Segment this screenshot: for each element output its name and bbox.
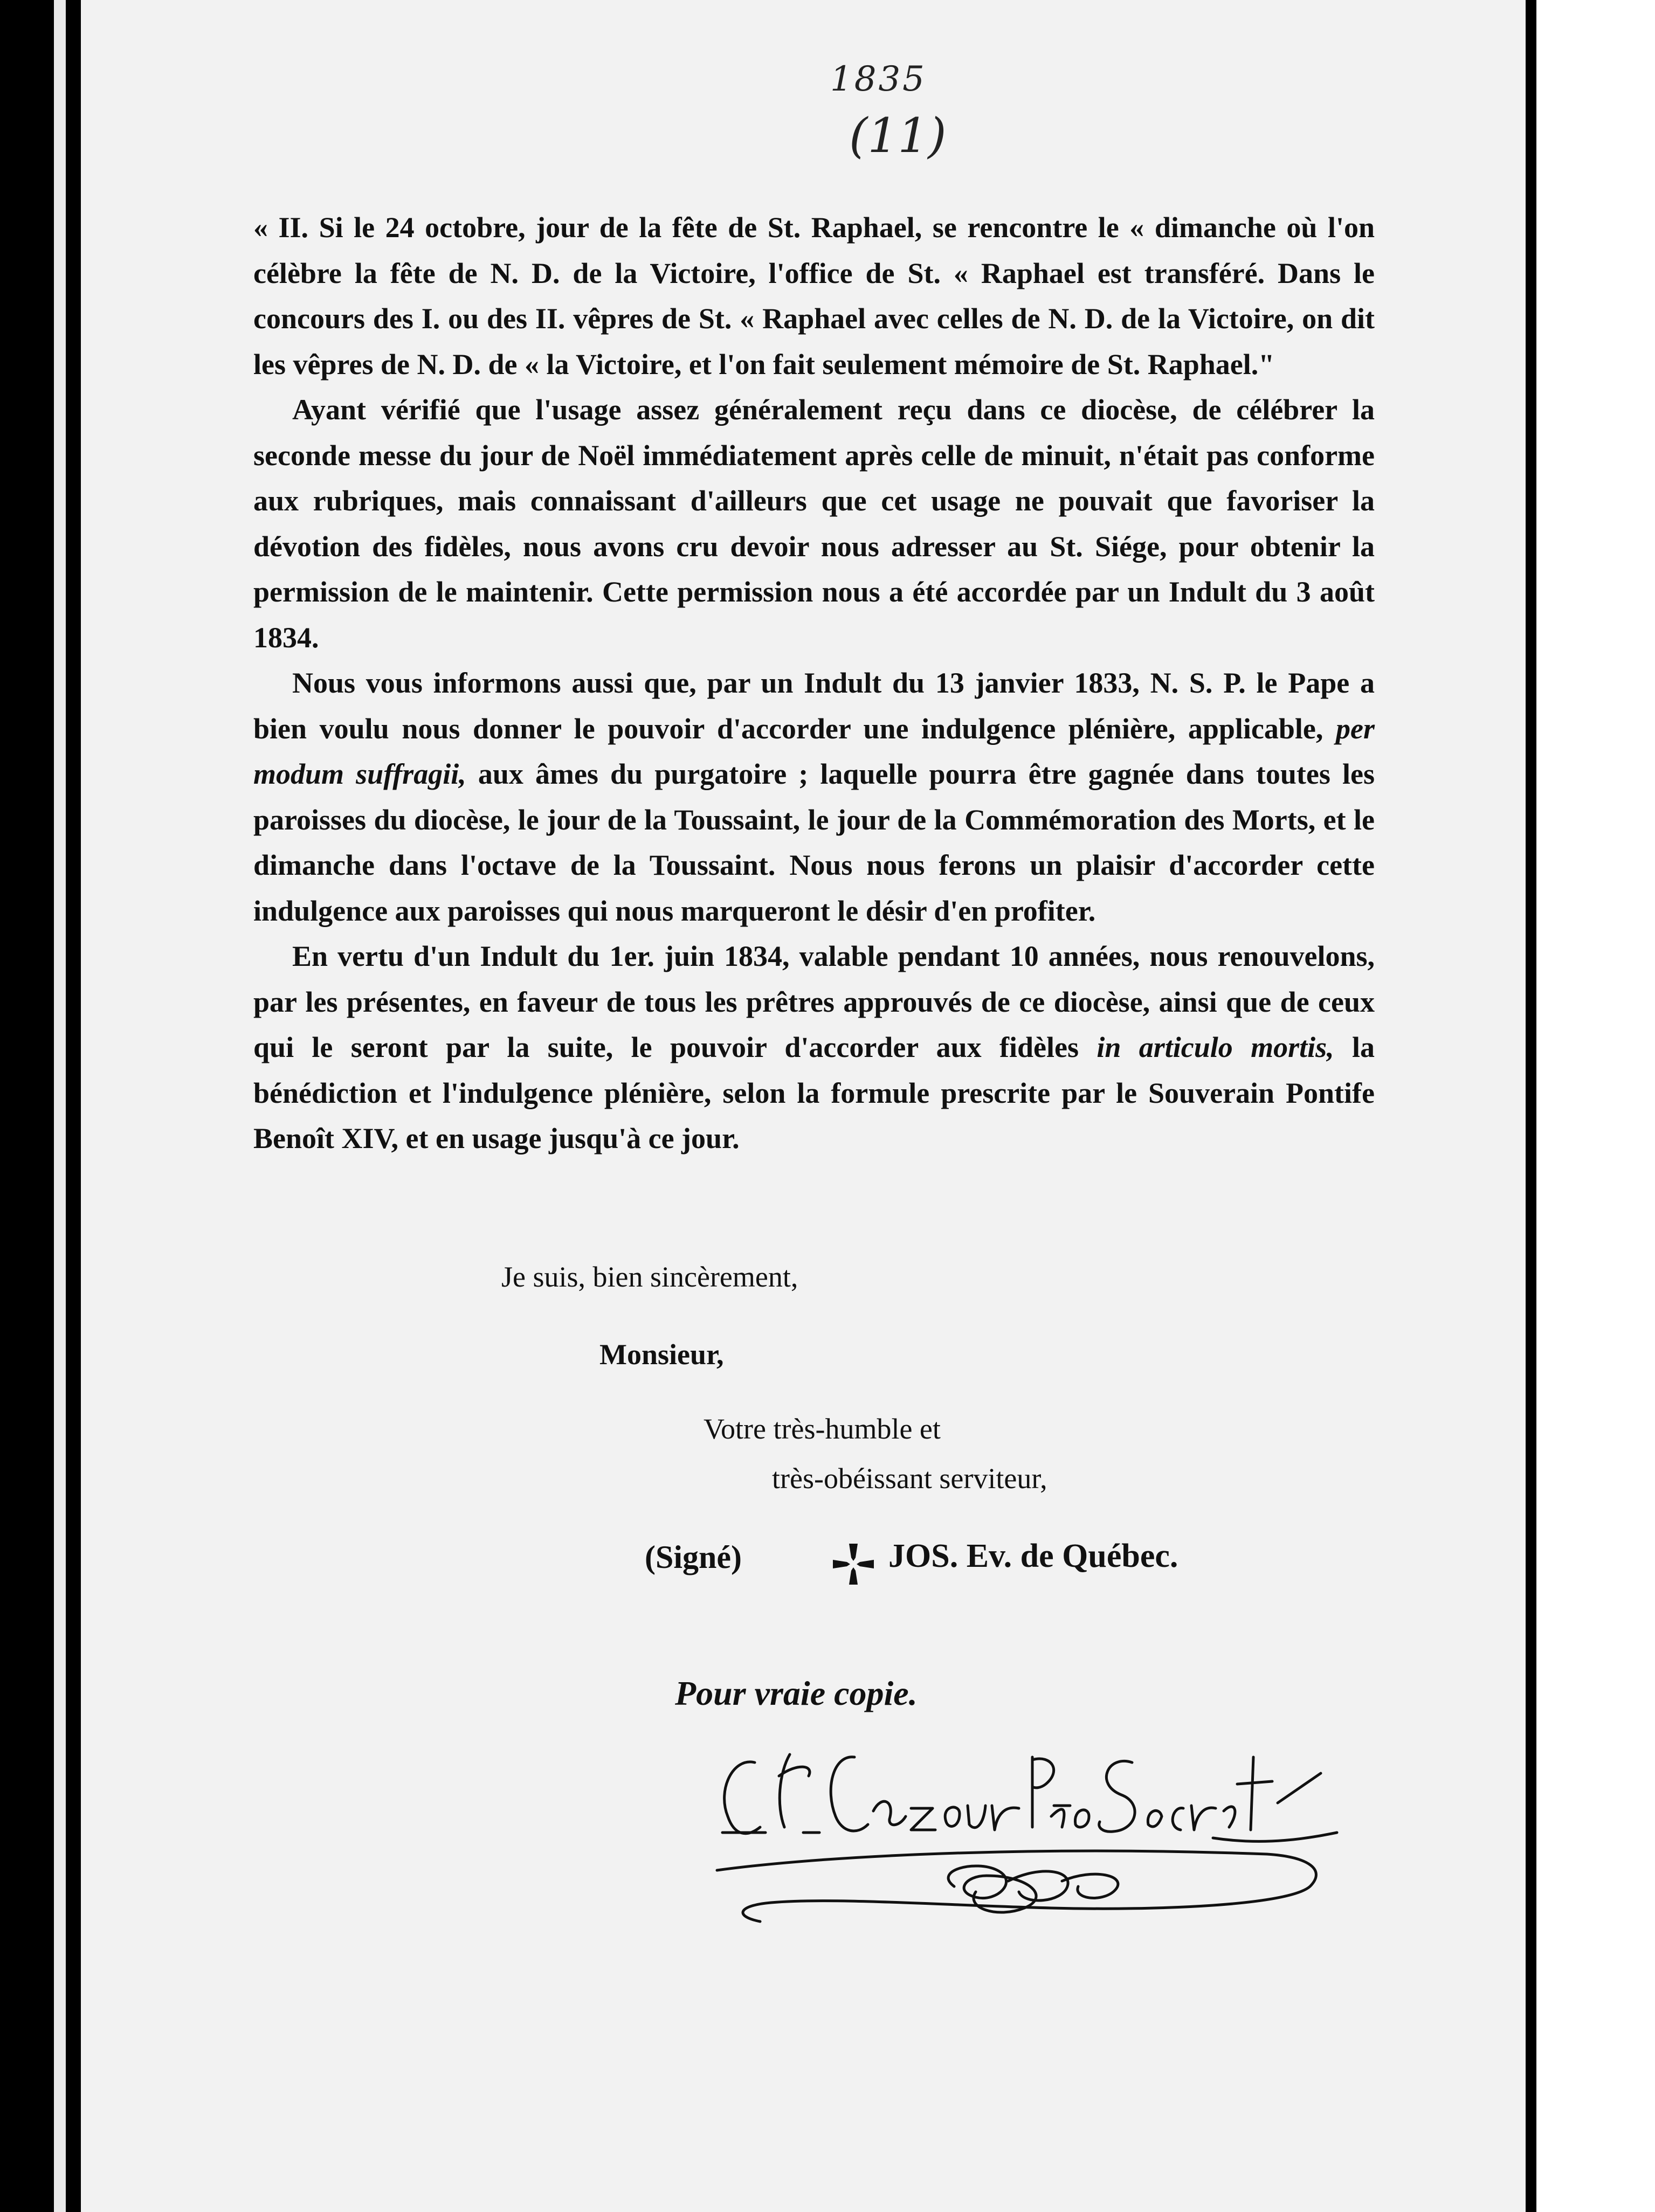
scan-right-border: [1526, 0, 1536, 2212]
salutation: Monsieur,: [599, 1338, 724, 1371]
scan-right-margin: [1536, 0, 1655, 2212]
scan-left-border: [0, 0, 81, 2212]
handwritten-signature: [674, 1725, 1353, 1951]
episcopal-cross-icon: [832, 1543, 875, 1586]
paragraph-3-latin-phrase: in articulo mortis,: [1097, 1031, 1334, 1063]
handwritten-page-number: (11): [849, 108, 947, 163]
handwritten-signature-text: C. F. Cazeau Ptre Secrét.: [685, 1757, 690, 1758]
sign-off-line-2: très-obéissant serviteur,: [772, 1462, 1047, 1495]
body-paragraph-2: [253, 660, 1375, 934]
signed-label: (Signé): [645, 1539, 742, 1575]
bishop-signature: JOS. Ev. de Québec.: [888, 1538, 1178, 1574]
body-paragraph-1: Ayant vérifié que l'usage assez généralement reçu dans ce diocèse, de célébrer la seconde messe du jour de Noël immédiatement après celle de minuit, n'était pas conforme aux rubriques, mais connaissant d'ailleurs que cet usage ne pouvait que favoriser la dévotion des fidèles, nous avons cru devoir nous adresser au St. Siége, pour obtenir la permission de le maintenir. Cette permission nous a été accordée par un Indult du 3 août 1834.: [253, 393, 1375, 654]
paragraph-3-text-b: la bénédiction et l'indulgence plénière, selon la formule prescrite par le Souverain Pontife Benoît XIV, et en usage jusqu'à ce jour.: [253, 1031, 1375, 1155]
handwritten-year: 1835: [830, 59, 927, 99]
closing-line: Je suis, bien sincèrement,: [501, 1261, 798, 1293]
paragraph-2-text-a: Nous vous informons aussi que, par un Indult du 13 janvier 1833, N. S. P. le Pape a bien voulu nous donner le pouvoir d'accorder une indulgence plénière, applicable,: [253, 667, 1375, 745]
paragraph-2-latin-phrase: per modum suffragii,: [253, 712, 1375, 790]
body-paragraph-3: [253, 934, 1375, 1162]
letter-body: [253, 205, 1375, 1162]
paragraph-3-text-a: En vertu d'un Indult du 1er. juin 1834, valable pendant 10 années, nous renouvelons, par les présentes, en faveur de tous les prêtres approuvés de ce diocèse, ainsi que de ceux qui le seront par la suite, le pouvoir d'accorder aux fidèles: [253, 940, 1375, 1063]
scan-page-edge: [54, 0, 66, 2212]
true-copy-attestation: Pour vraie copie.: [675, 1674, 918, 1712]
paragraph-2-text-b: aux âmes du purgatoire ; laquelle pourra être gagnée dans toutes les paroisses du diocèse, le jour de la Toussaint, le jour de la Commémoration des Morts, et le dimanche dans l'octave de la Toussaint. Nous nous ferons un plaisir d'accorder cette indulgence aux paroisses qui nous marqueront le désir d'en profiter.: [253, 758, 1375, 927]
quoted-rubric-paragraph: « II. Si le 24 octobre, jour de la fête de St. Raphael, se rencontre le « dimanche où l'on célèbre la fête de N. D. de la Victoire, l'office de St. « Raphael est transféré. Dans le concours des I. ou des II. vêpres de St. « Raphael avec celles de N. D. de la Victoire, on dit les vêpres de N. D. de « la Victoire, et l'on fait seulement mémoire de St. Raphael.": [253, 211, 1375, 381]
sign-off-line-1: Votre très-humble et: [704, 1413, 941, 1445]
